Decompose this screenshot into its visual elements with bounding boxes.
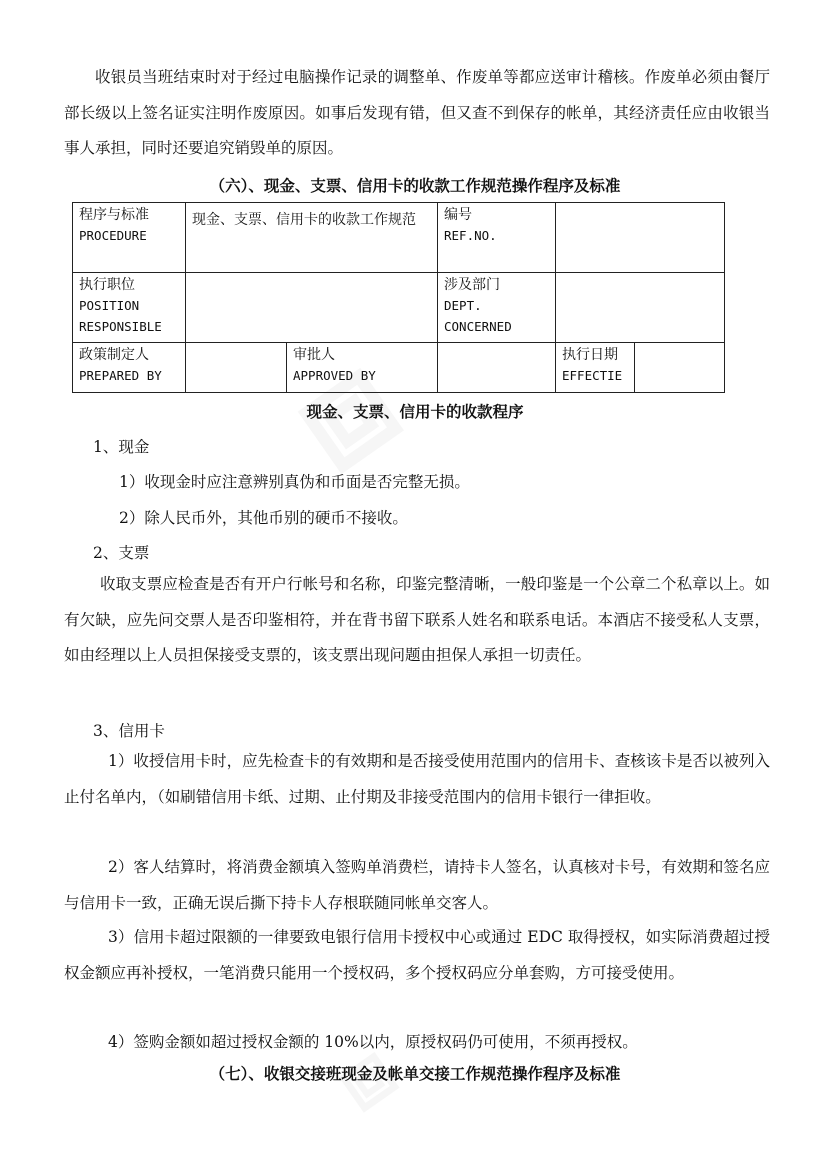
table-row <box>73 273 725 343</box>
card-item-4: 4）签购金额如超过授权金额的 10%以内，原授权码仍可使用，不须再授权。 <box>108 1033 638 1051</box>
procedure-label-cell <box>73 203 186 273</box>
position-label-cell <box>73 273 186 343</box>
table-row <box>73 203 725 273</box>
cash-item-1: 1）收现金时应注意辨别真伪和币面是否完整无损。 <box>119 473 470 491</box>
card-item-3: 3）信用卡超过限额的一律要致电银行信用卡授权中心或通过 EDC 取得授权，如实际消费超过授权金额应再补授权，一笔消费只能用一个授权码，多个授权码应分单套购，方可接受使用。 <box>64 928 770 982</box>
card-item-1: 1）收授信用卡时，应先检查卡的有效期和是否接受使用范围内的信用卡、查核该卡是否以被列入止付名单内，（如刷错信用卡纸、过期、止付期及非接受范围内的信用卡银行一律拒收。 <box>64 752 770 806</box>
dept-label-cell <box>438 273 556 343</box>
prepared-label-cell <box>73 343 186 393</box>
cheque-title: 2、支票 <box>93 544 150 562</box>
position-label-zh: 执行职位 <box>79 277 135 293</box>
approved-label-zh: 审批人 <box>293 347 335 363</box>
ref-value-cell <box>556 203 725 273</box>
position-value-cell <box>186 273 438 343</box>
approved-label-en: APPROVED BY <box>293 368 376 383</box>
dept-label-zh: 涉及部门 <box>444 277 500 293</box>
position-label-en2: RESPONSIBLE <box>79 319 162 334</box>
procedure-value-cell <box>186 203 438 273</box>
ref-label-zh: 编号 <box>444 207 472 223</box>
prepared-label-en: PREPARED BY <box>79 368 162 383</box>
card-title: 3、信用卡 <box>93 722 165 740</box>
cash-title: 1、现金 <box>93 438 150 456</box>
effective-label-cell <box>556 343 635 393</box>
section7-heading: （七）、收银交接班现金及帐单交接工作规范操作程序及标准 <box>209 1064 621 1083</box>
ref-label-en: REF.NO. <box>444 228 497 243</box>
approved-label-cell <box>287 343 438 393</box>
section6-heading: （六）、现金、支票、信用卡的收款工作规范操作程序及标准 <box>209 176 621 195</box>
effective-label-en: EFFECTIE <box>562 368 623 383</box>
effective-value-cell <box>635 343 725 393</box>
effective-label-zh: 执行日期 <box>562 347 618 363</box>
position-label-en1: POSITION <box>79 298 140 313</box>
procedure-label-en: PROCEDURE <box>79 228 147 243</box>
card-item-2: 2）客人结算时，将消费金额填入签购单消费栏，请持卡人签名，认真核对卡号，有效期和签名应与信用卡一致，正确无误后撕下持卡人存根联随同帐单交客人。 <box>64 858 770 912</box>
table-row <box>73 343 725 393</box>
procedure-subheading: 现金、支票、信用卡的收款程序 <box>306 402 524 421</box>
ref-label-cell <box>438 203 556 273</box>
dept-value-cell <box>556 273 725 343</box>
dept-label-en2: CONCERNED <box>444 319 512 334</box>
prepared-value-cell <box>186 343 287 393</box>
approved-value-cell <box>438 343 556 393</box>
dept-label-en1: DEPT. <box>444 298 482 313</box>
procedure-meta-table <box>72 202 725 393</box>
cheque-paragraph: 收取支票应检查是否有开户行帐号和名称，印鉴完整清晰，一般印鉴是一个公章二个私章以上。如有欠缺，应先问交票人是否印鉴相符，并在背书留下联系人姓名和联系电话。本酒店不接受私人支票，如由经理以上人员担保接受支票的，该支票出现问题由担保人承担一切责任。 <box>64 575 770 664</box>
prepared-label-zh: 政策制定人 <box>79 347 149 363</box>
procedure-label-zh: 程序与标准 <box>79 207 149 223</box>
cash-item-2: 2）除人民币外，其他币别的硬币不接收。 <box>119 509 408 527</box>
procedure-value: 现金、支票、信用卡的收款工作规范 <box>192 212 416 228</box>
intro-paragraph: 收银员当班结束时对于经过电脑操作记录的调整单、作废单等都应送审计稽核。作废单必须由餐厅部长级以上签名证实注明作废原因。如事后发现有错，但又查不到保存的帐单，其经济责任应由收银当事人承担，同时还要追究销毁单的原因。 <box>64 68 770 157</box>
